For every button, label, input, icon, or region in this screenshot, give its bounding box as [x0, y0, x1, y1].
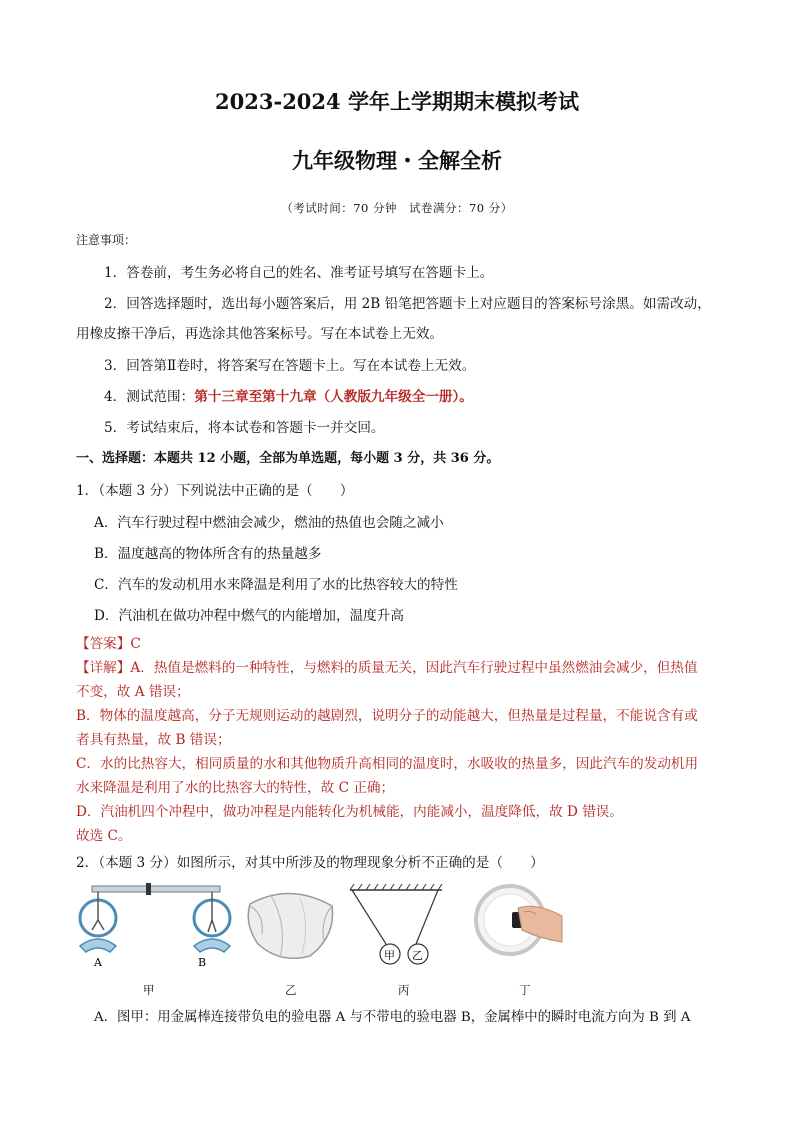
fig-caption-yi: 乙 — [285, 983, 297, 997]
q1-option-b: B．温度越高的物体所含有的热量越多 — [94, 546, 322, 562]
fig-caption-bing: 丙 — [398, 983, 410, 997]
notice-item-2-cont: 用橡皮擦干净后，再选涂其他答案标号。写在本试卷上无效。 — [76, 326, 444, 342]
ball-yi-label: 乙 — [412, 949, 423, 962]
charged-balls-figure — [346, 884, 446, 968]
section-heading: 一、选择题：本题共 12 小题，全部为单选题，每小题 3 分，共 36 分。 — [76, 451, 500, 466]
q1-option-a: A．汽车行驶过程中燃油会减少，燃油的热值也会随之减小 — [94, 515, 444, 531]
q1-option-d: D．汽油机在做功冲程中燃气的内能增加，温度升高 — [94, 608, 404, 624]
label-b: B — [198, 956, 207, 969]
exam-info: （考试时间：70 分钟 试卷满分：70 分） — [281, 201, 513, 215]
answer-value: C — [130, 636, 141, 652]
notice-item-4-prefix: 4．测试范围： — [104, 389, 195, 405]
notice-item-4 — [104, 385, 473, 405]
q1-detail-line-4: 者具有热量，故 B 错误； — [76, 732, 231, 748]
fig-caption-ding: 丁 — [519, 983, 531, 997]
notice-item-3: 3．回答第Ⅱ卷时，将答案写在答题卡上。写在本试卷上无效。 — [104, 358, 476, 374]
detail-label: 【详解】 — [76, 660, 131, 676]
q1-detail-line-8: 故选 C。 — [76, 828, 132, 844]
q1-option-c: C．汽车的发动机用水来降温是利用了水的比热容较大的特性 — [94, 577, 458, 593]
mirror-figure — [466, 882, 566, 962]
q1-detail-line-1 — [76, 656, 698, 676]
q2-option-a: A．图甲：用金属棒连接带负电的验电器 A 与不带电的验电器 B，金属棒中的瞬时电流方向为 B 到 A — [94, 1010, 691, 1025]
q1-detail-line-2: 不变，故 A 错误； — [76, 684, 190, 700]
q1-detail-line-5: C．水的比热容大，相同质量的水和其他物质升高相同的温度时，水吸收的热量多，因此汽车的发动机用 — [76, 756, 699, 772]
notice-item-5: 5．考试结束后，将本试卷和答题卡一并交回。 — [104, 420, 385, 436]
electroscope-figure — [70, 880, 240, 970]
mask-figure — [240, 884, 340, 964]
q1-detail-line-7: D．汽油机四个冲程中，做功冲程是内能转化为机械能，内能减小，温度降低，故 D 错误。 — [76, 804, 623, 820]
ball-jia-label: 甲 — [384, 949, 395, 962]
notice-item-2: 2．回答选择题时，选出每小题答案后，用 2B 铅笔把答题卡上对应题目的答案标号涂黑。如需改动， — [104, 296, 711, 312]
notice-heading: 注意事项： — [76, 233, 137, 247]
test-range: 第十三章至第十九章（人教版九年级全一册）。 — [194, 389, 473, 405]
notice-item-1: 1．答卷前，考生务必将自己的姓名、准考证号填写在答题卡上。 — [104, 265, 494, 281]
q1-detail-line-3: B．物体的温度越高，分子无规则运动的越剧烈，说明分子的动能越大，但热量是过程量，不能说含有或 — [76, 708, 698, 724]
detail-text: A．热值是燃料的一种特性，与燃料的质量无关，因此汽车行驶过程中虽然燃油会减少，但热值 — [130, 660, 698, 676]
q1-detail-line-6: 水来降温是利用了水的比热容大的特性，故 C 正确； — [76, 780, 395, 796]
fig-caption-jia: 甲 — [143, 983, 155, 997]
q1-stem: 1．（本题 3 分）下列说法中正确的是（ ） — [76, 483, 354, 499]
page-subtitle: 九年级物理・全解全析 — [292, 148, 502, 173]
label-a: A — [94, 956, 102, 969]
q1-answer — [76, 632, 141, 652]
q2-stem: 2．（本题 3 分）如图所示，对其中所涉及的物理现象分析不正确的是（ ） — [76, 855, 544, 871]
page-title: 2023-2024 学年上学期期末模拟考试 — [215, 89, 579, 114]
answer-label: 【答案】 — [76, 636, 131, 652]
